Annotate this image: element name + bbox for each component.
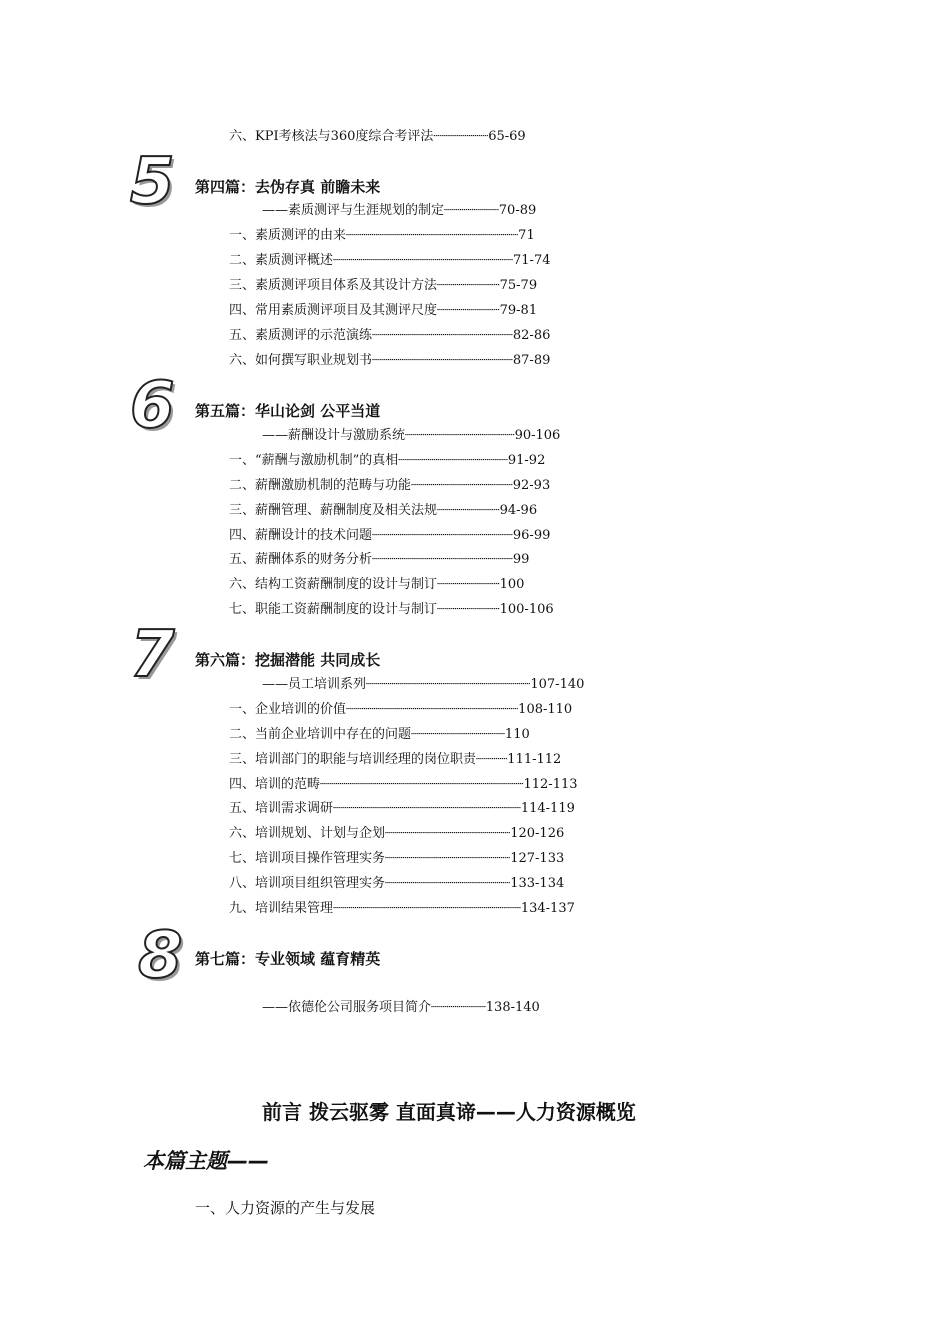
toc-item: 八、培训项目组织管理实务┈┈┈┈┈┈┈┈┈┈┈┈┈┈┈┈133-134	[229, 876, 565, 891]
part-number: 5	[130, 145, 175, 219]
part-title: 第七篇：专业领域 蕴育精英	[195, 950, 381, 968]
part-title: 第五篇：华山论剑 公平当道	[195, 402, 381, 420]
part-subtitle: ——薪酬设计与激励系统┈┈┈┈┈┈┈┈┈┈┈┈┈┈90-106	[262, 428, 561, 443]
part-subtitle: ——依德伦公司服务项目简介┈┈┈┈┈┈┈138-140	[262, 1000, 540, 1015]
toc-item: 六、如何撰写职业规划书┈┈┈┈┈┈┈┈┈┈┈┈┈┈┈┈┈┈87-89	[229, 353, 551, 368]
toc-item: 四、薪酬设计的技术问题┈┈┈┈┈┈┈┈┈┈┈┈┈┈┈┈┈┈96-99	[229, 528, 551, 543]
part-subtitle: ——素质测评与生涯规划的制定┈┈┈┈┈┈┈70-89	[262, 203, 537, 218]
toc-item: 五、培训需求调研┈┈┈┈┈┈┈┈┈┈┈┈┈┈┈┈┈┈┈┈┈┈┈┈114-119	[229, 801, 575, 816]
toc-item: 七、培训项目操作管理实务┈┈┈┈┈┈┈┈┈┈┈┈┈┈┈┈127-133	[229, 851, 565, 866]
toc-item: 六、结构工资薪酬制度的设计与制订┈┈┈┈┈┈┈┈100	[229, 577, 525, 592]
toc-item: 六、KPI考核法与360度综合考评法┈┈┈┈┈┈┈65-69	[229, 129, 526, 144]
section-theme: 本篇主题——	[143, 1149, 269, 1173]
toc-item: 三、薪酬管理、薪酬制度及相关法规┈┈┈┈┈┈┈┈94-96	[229, 503, 538, 518]
toc-item: 三、培训部门的职能与培训经理的岗位职责┈┈┈┈111-112	[229, 752, 562, 767]
part-number: 6	[130, 369, 175, 443]
toc-item: 五、薪酬体系的财务分析┈┈┈┈┈┈┈┈┈┈┈┈┈┈┈┈┈┈99	[229, 552, 530, 567]
part-subtitle: ——员工培训系列┈┈┈┈┈┈┈┈┈┈┈┈┈┈┈┈┈┈┈┈┈107-140	[262, 677, 585, 692]
toc-item: 一、“薪酬与激励机制”的真相┈┈┈┈┈┈┈┈┈┈┈┈┈┈91-92	[229, 453, 546, 468]
toc-item: 九、培训结果管理┈┈┈┈┈┈┈┈┈┈┈┈┈┈┈┈┈┈┈┈┈┈┈┈134-137	[229, 901, 575, 916]
section-heading: 前言 拨云驱雾 直面真谛——人力资源概览	[262, 1100, 636, 1124]
toc-item: 二、素质测评概述┈┈┈┈┈┈┈┈┈┈┈┈┈┈┈┈┈┈┈┈┈┈┈71-74	[229, 253, 551, 268]
part-title: 第六篇：挖掘潜能 共同成长	[195, 651, 381, 669]
part-number: 7	[130, 618, 175, 692]
toc-item: 四、培训的范畴┈┈┈┈┈┈┈┈┈┈┈┈┈┈┈┈┈┈┈┈┈┈┈┈┈┈112-113	[229, 777, 578, 792]
part-number: 8	[138, 919, 183, 993]
toc-item: 四、常用素质测评项目及其测评尺度┈┈┈┈┈┈┈┈79-81	[229, 303, 538, 318]
toc-item: 一、企业培训的价值┈┈┈┈┈┈┈┈┈┈┈┈┈┈┈┈┈┈┈┈┈┈108-110	[229, 702, 573, 717]
toc-item: 三、素质测评项目体系及其设计方法┈┈┈┈┈┈┈┈75-79	[229, 278, 538, 293]
toc-item: 一、素质测评的由来┈┈┈┈┈┈┈┈┈┈┈┈┈┈┈┈┈┈┈┈┈┈71	[229, 228, 535, 243]
section-item: 一、人力资源的产生与发展	[195, 1199, 376, 1217]
toc-item: 七、职能工资薪酬制度的设计与制订┈┈┈┈┈┈┈┈100-106	[229, 602, 554, 617]
toc-item: 六、培训规划、计划与企划┈┈┈┈┈┈┈┈┈┈┈┈┈┈┈┈120-126	[229, 826, 565, 841]
toc-item: 二、薪酬激励机制的范畴与功能┈┈┈┈┈┈┈┈┈┈┈┈┈92-93	[229, 478, 551, 493]
toc-item: 五、素质测评的示范演练┈┈┈┈┈┈┈┈┈┈┈┈┈┈┈┈┈┈82-86	[229, 328, 551, 343]
toc-item: 二、当前企业培训中存在的问题┈┈┈┈┈┈┈┈┈┈┈┈110	[229, 727, 530, 742]
part-title: 第四篇：去伪存真 前瞻未来	[195, 178, 381, 196]
